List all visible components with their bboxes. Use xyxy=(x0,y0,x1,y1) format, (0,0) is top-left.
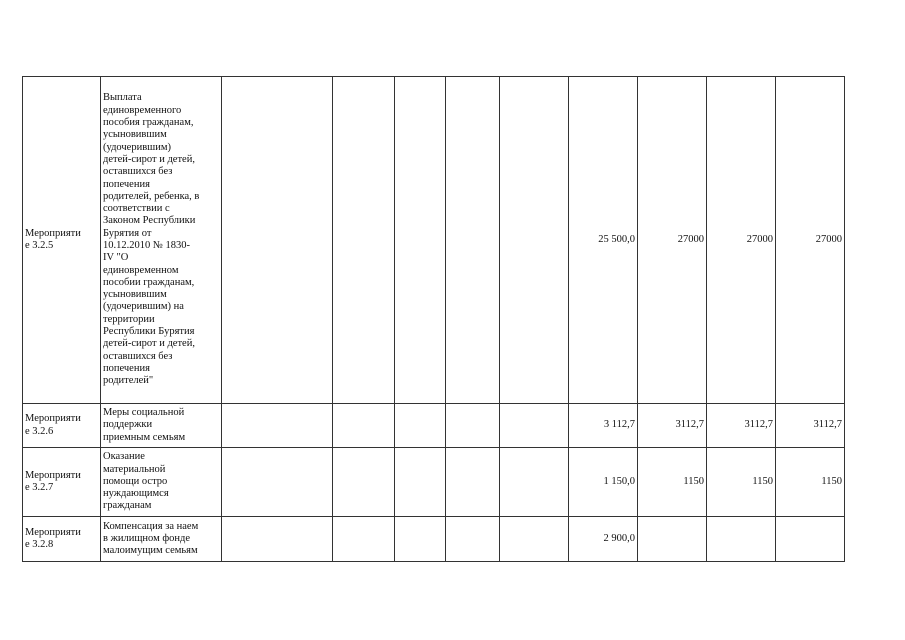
empty-cell xyxy=(222,77,333,404)
table-row xyxy=(23,517,845,562)
value-cell-4: 27000 xyxy=(776,77,845,404)
empty-cell xyxy=(500,404,569,448)
empty-cell xyxy=(222,448,333,517)
empty-cell xyxy=(500,77,569,404)
value-cell-4: 3112,7 xyxy=(776,404,845,448)
empty-cell xyxy=(446,404,500,448)
value-cell-3: 27000 xyxy=(707,77,776,404)
measure-code: Мероприяти е 3.2.7 xyxy=(23,448,101,517)
value-cell-2 xyxy=(638,517,707,562)
value-cell-1: 3 112,7 xyxy=(569,404,638,448)
empty-cell xyxy=(446,517,500,562)
empty-cell xyxy=(500,448,569,517)
empty-cell xyxy=(333,448,395,517)
empty-cell xyxy=(333,77,395,404)
measure-code: Мероприяти е 3.2.6 xyxy=(23,404,101,448)
value-cell-2: 3112,7 xyxy=(638,404,707,448)
empty-cell xyxy=(395,404,446,448)
value-cell-4 xyxy=(776,517,845,562)
value-cell-1: 25 500,0 xyxy=(569,77,638,404)
value-cell-2: 1150 xyxy=(638,448,707,517)
empty-cell xyxy=(395,517,446,562)
value-cell-3 xyxy=(707,517,776,562)
measure-code: Мероприяти е 3.2.5 xyxy=(23,77,101,404)
value-cell-3: 3112,7 xyxy=(707,404,776,448)
empty-cell xyxy=(395,448,446,517)
empty-cell xyxy=(222,404,333,448)
measure-description: Меры социальной поддержки приемным семьям xyxy=(101,404,222,448)
empty-cell xyxy=(222,517,333,562)
table-row xyxy=(23,448,845,517)
value-cell-3: 1150 xyxy=(707,448,776,517)
value-cell-1: 2 900,0 xyxy=(569,517,638,562)
table-row xyxy=(23,77,845,404)
measure-description: Выплата единовременного пособия гражданам, усыновившим (удочерившим) детей-сирот и детей, оставшихся без попечения родителей, ребенка, в соответствии с Законом Республики Бурятия от 10.12.2010 № 1830- IV "О единовременном пособии гражданам, усыновившим (удочерившим) на территории Республики Бурятия детей-сирот и детей, оставшихся без попечения родителей" xyxy=(101,77,222,404)
measure-description: Оказание материальной помощи остро нуждающимся гражданам xyxy=(101,448,222,517)
measure-code: Мероприяти е 3.2.8 xyxy=(23,517,101,562)
value-cell-2: 27000 xyxy=(638,77,707,404)
empty-cell xyxy=(500,517,569,562)
measure-description: Компенсация за наем в жилищном фонде малоимущим семьям xyxy=(101,517,222,562)
empty-cell xyxy=(333,404,395,448)
empty-cell xyxy=(446,448,500,517)
value-cell-4: 1150 xyxy=(776,448,845,517)
value-cell-1: 1 150,0 xyxy=(569,448,638,517)
table-row xyxy=(23,404,845,448)
empty-cell xyxy=(333,517,395,562)
empty-cell xyxy=(395,77,446,404)
budget-table xyxy=(22,76,845,562)
empty-cell xyxy=(446,77,500,404)
